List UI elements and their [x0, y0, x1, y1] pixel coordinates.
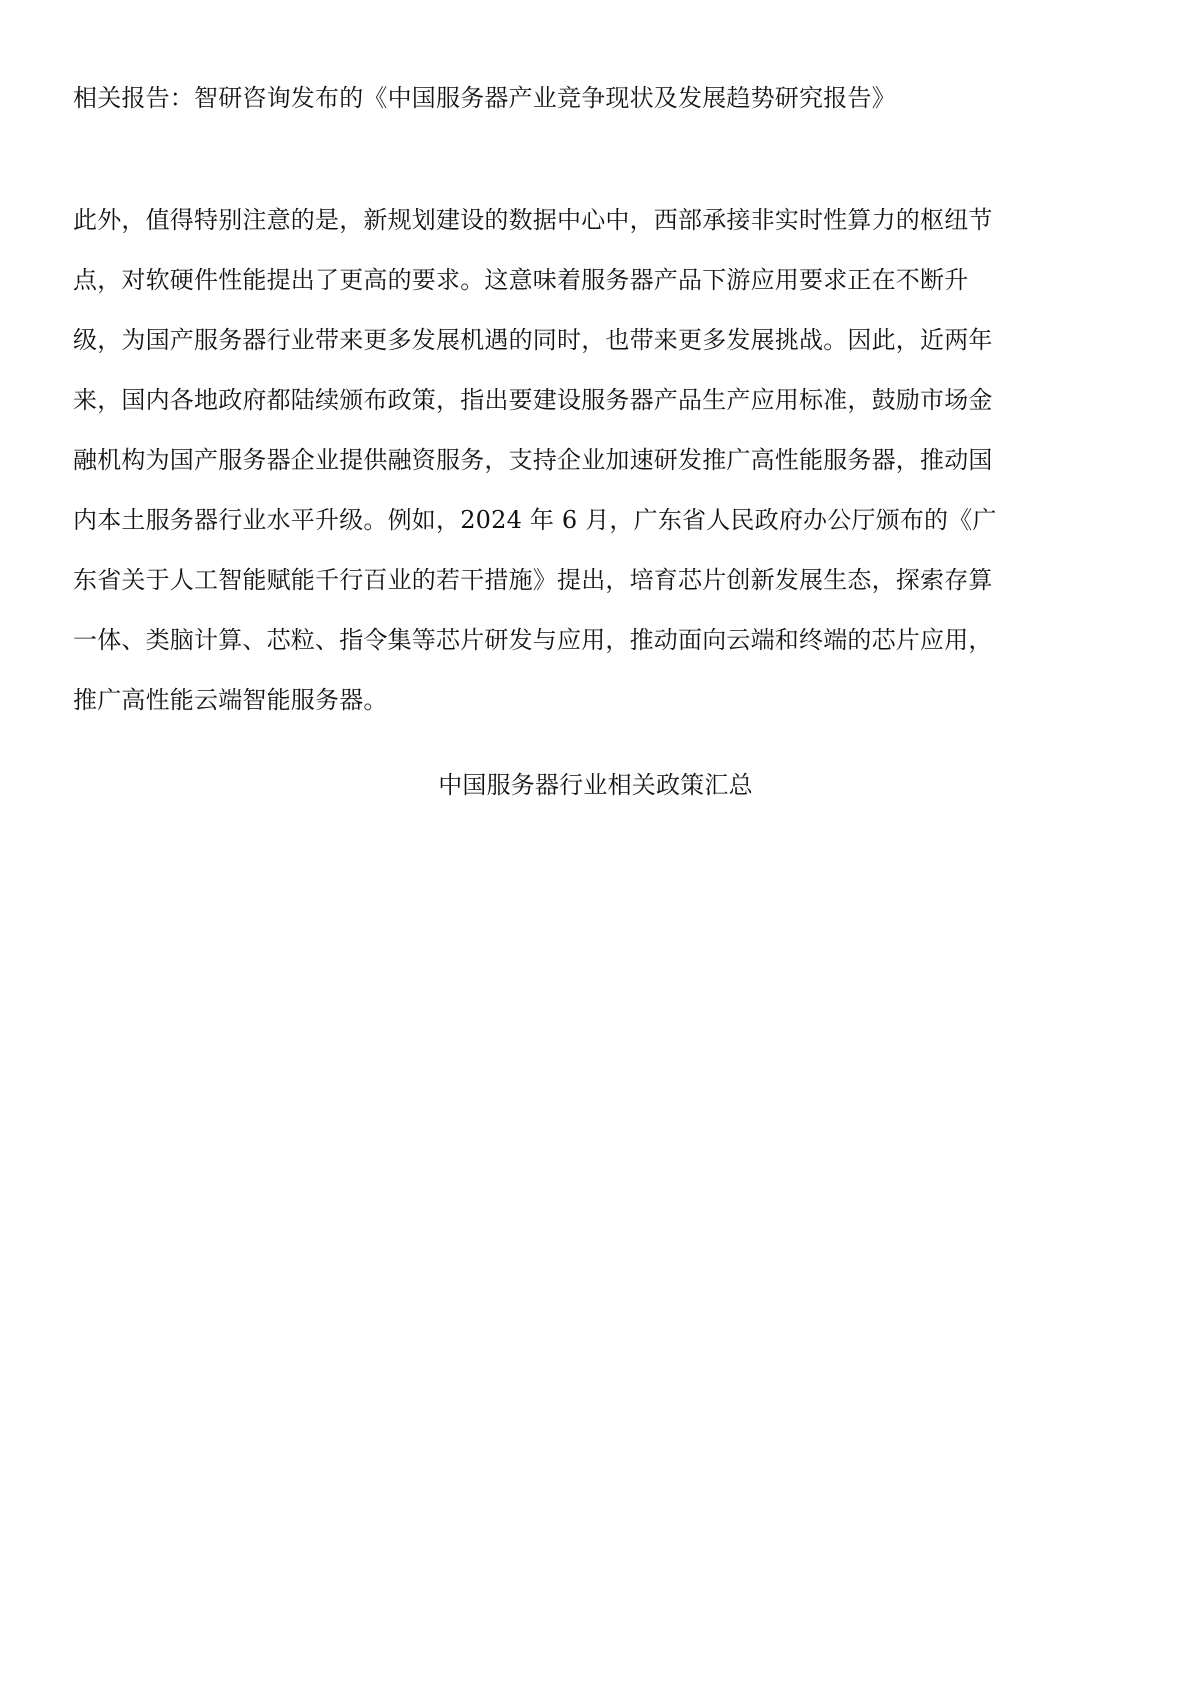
paragraph-line: 级，为国产服务器行业带来更多发展机遇的同时，也带来更多发展挑战。因此，近两年 — [73, 326, 993, 354]
related-report-line: 相关报告：智研咨询发布的《中国服务器产业竞争现状及发展趋势研究报告》 — [73, 84, 896, 112]
body-paragraph — [73, 202, 1133, 742]
paragraph-line: 融机构为国产服务器企业提供融资服务，支持企业加速研发推广高性能服务器，推动国 — [73, 446, 993, 474]
paragraph-line: 一体、类脑计算、芯粒、指令集等芯片研发与应用，推动面向云端和终端的芯片应用， — [73, 626, 993, 654]
paragraph-line: 东省关于人工智能赋能千行百业的若干措施》提出，培育芯片创新发展生态，探索存算 — [73, 566, 993, 594]
paragraph-line: 此外，值得特别注意的是，新规划建设的数据中心中，西部承接非实时性算力的枢纽节 — [73, 206, 993, 234]
paragraph-line: 来，国内各地政府都陆续颁布政策，指出要建设服务器产品生产应用标准，鼓励市场金 — [73, 386, 993, 414]
paragraph-line: 推广高性能云端智能服务器。 — [73, 686, 388, 714]
paragraph-line: 内本土服务器行业水平升级。例如，2024 年 6 月，广东省人民政府办公厅颁布的《广 — [73, 506, 997, 534]
section-title: 中国服务器行业相关政策汇总 — [438, 771, 753, 799]
paragraph-line: 点，对软硬件性能提出了更高的要求。这意味着服务器产品下游应用要求正在不断升 — [73, 266, 969, 294]
